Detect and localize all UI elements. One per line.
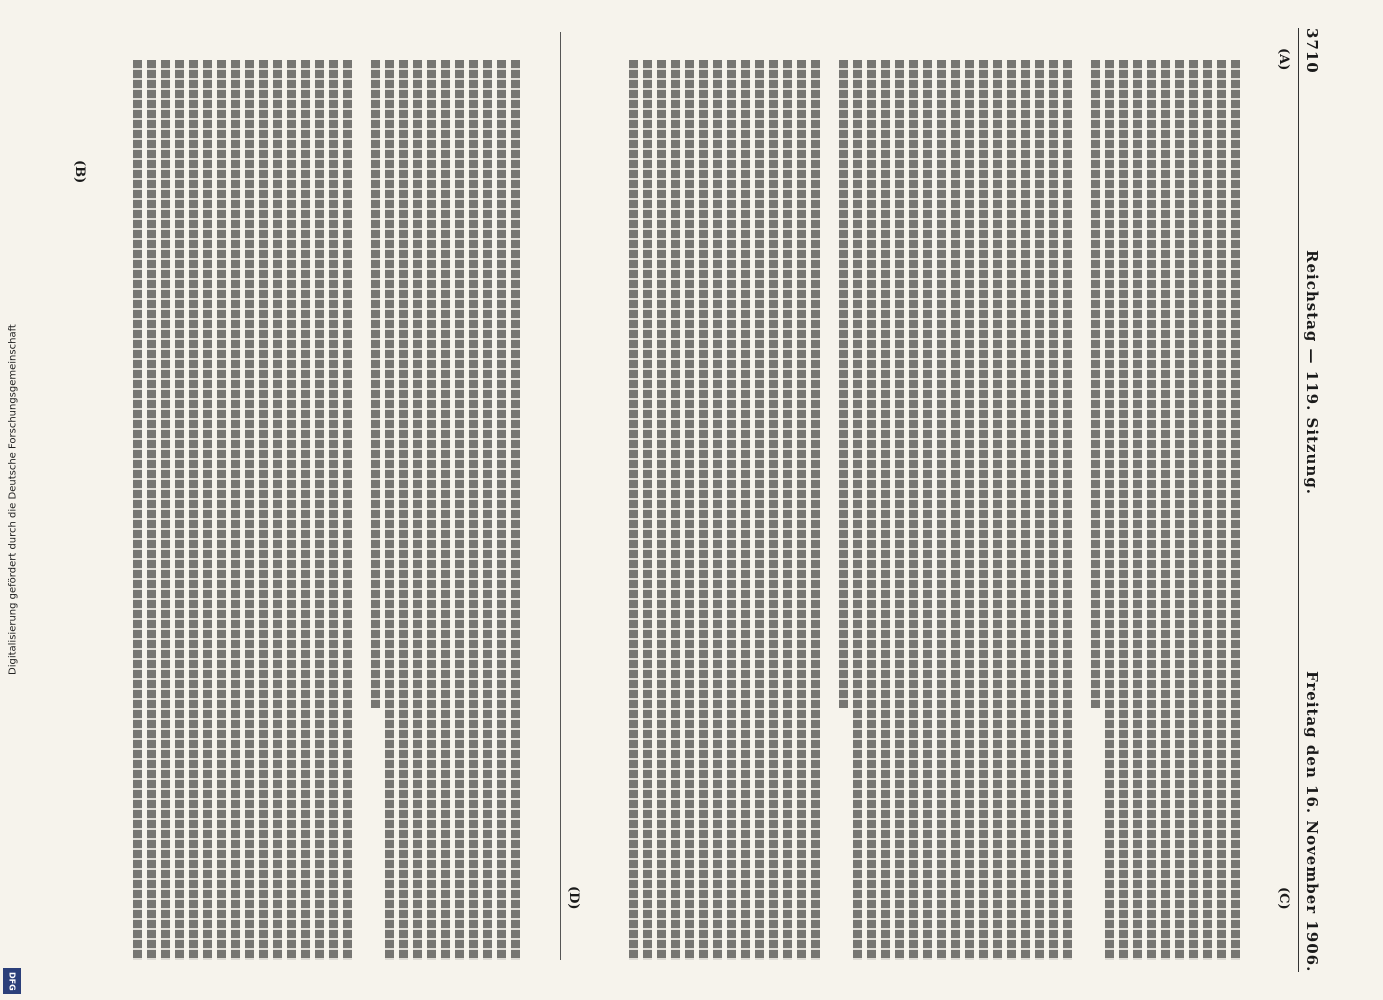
column-divider xyxy=(560,32,561,960)
margin-marker-b: (B) xyxy=(72,160,87,184)
digitization-credit: Digitalisierung gefördert durch die Deutsche Forschungsgemeinschaft xyxy=(7,324,19,676)
page-number: 3710 xyxy=(1303,28,1321,74)
text-block-right xyxy=(590,60,1240,960)
dfg-logo: DFG xyxy=(3,968,21,994)
text-block-left xyxy=(90,60,520,960)
header-title-left: Reichstag — 119. Sitzung. xyxy=(1303,249,1321,495)
margin-marker-a: (A) xyxy=(1276,48,1291,71)
margin-marker-c: (C) xyxy=(1276,887,1291,910)
running-header xyxy=(1298,28,1325,972)
header-title-right: Freitag den 16. November 1906. xyxy=(1303,670,1321,972)
text-column-left xyxy=(90,60,520,960)
margin-marker-d: (D) xyxy=(566,886,581,910)
text-column-right xyxy=(590,60,1240,960)
